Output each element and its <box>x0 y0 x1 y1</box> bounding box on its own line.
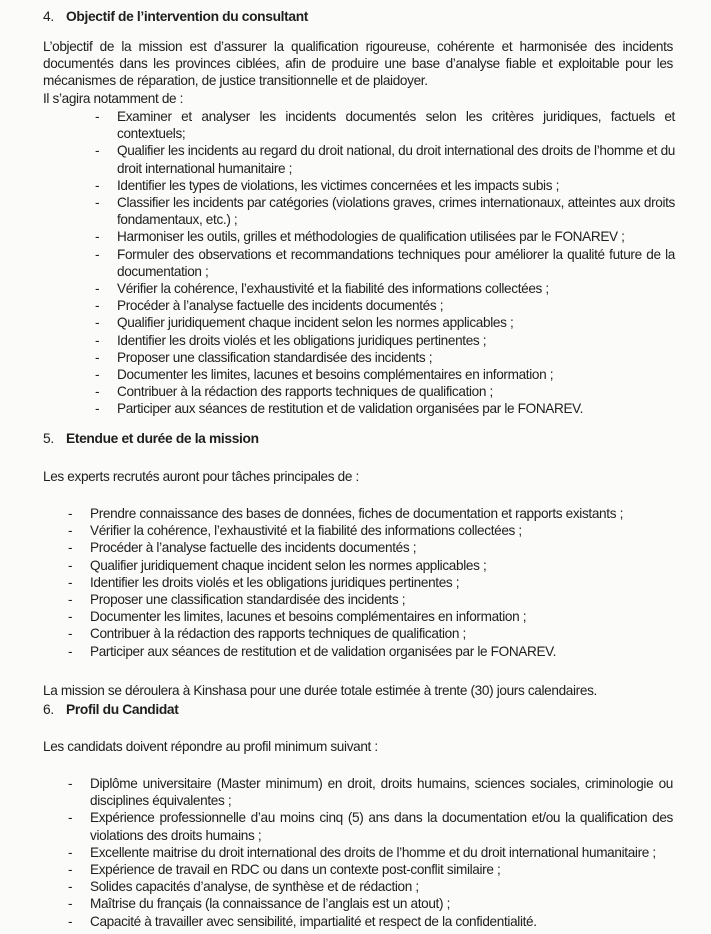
dash-bullet-icon: - <box>68 913 73 929</box>
dash-bullet-icon: - <box>95 281 100 297</box>
dash-bullet-icon: - <box>95 246 100 262</box>
list-item: - Expérience de travail en RDC ou dans un contexte post-conflit similaire ; <box>68 862 501 878</box>
list-item: - Vérifier la cohérence, l’exhaustivité et la fiabilité des informations collectées ; <box>95 281 549 297</box>
section-4-lead: Il s’agira notamment de : <box>43 91 184 106</box>
section-6-lead: Les candidats doivent répondre au profil minimum suivant : <box>43 739 378 754</box>
dash-bullet-icon: - <box>68 896 73 912</box>
dash-bullet-icon: - <box>95 384 100 400</box>
dash-bullet-icon: - <box>68 574 73 590</box>
dash-bullet-icon: - <box>68 609 73 625</box>
list-item: - Solides capacités d’analyse, de synthèse et de rédaction ; <box>68 879 419 895</box>
section-6-list <box>68 775 673 930</box>
section-4-heading <box>43 8 308 25</box>
dash-bullet-icon: - <box>68 540 73 556</box>
dash-bullet-icon: - <box>95 177 100 193</box>
section-number: 5. <box>43 431 54 446</box>
section-number: 4. <box>43 9 54 24</box>
list-item: - Prendre connaissance des bases de données, fiches de documentation et rapports existants ; <box>68 506 623 521</box>
dash-bullet-icon: - <box>95 229 100 245</box>
list-item: - Qualifier juridiquement chaque incident selon les normes applicables ; <box>68 557 487 573</box>
list-item: - Documenter les limites, lacunes et besoins complémentaires en information ; <box>68 609 527 625</box>
list-item: - Formuler des observations et recommandations techniques pour améliorer la qualité future de la documentation ; <box>95 246 675 279</box>
dash-bullet-icon: - <box>95 298 100 314</box>
dash-bullet-icon: - <box>95 349 100 365</box>
list-item: - Excellente maitrise du droit international des droits de l’homme et du droit international humanitaire ; <box>68 844 656 860</box>
list-item: - Identifier les types de violations, les victimes concernées et les impacts subis ; <box>95 177 560 193</box>
list-item: - Classifier les incidents par catégories (violations graves, crimes internationaux, atteintes aux droits fondamentaux, etc.) ; <box>95 195 675 228</box>
list-item: - Contribuer à la rédaction des rapports techniques de qualification ; <box>95 384 493 400</box>
dash-bullet-icon: - <box>95 143 100 159</box>
list-item: - Proposer une classification standardisée des incidents ; <box>68 592 406 608</box>
dash-bullet-icon: - <box>68 626 73 642</box>
section-4-intro: L’objectif de la mission est d’assurer la qualification rigoureuse, cohérente et harmonisée des incidents documentés dans les provinces ciblées, afin de produire une base d’analyse fiable et exploitable pour les mécanismes de réparation, de justice transitionnelle et de plaidoyer. <box>43 39 673 89</box>
dash-bullet-icon: - <box>68 844 73 860</box>
dash-bullet-icon: - <box>68 810 73 826</box>
list-item: - Procéder à l’analyse factuelle des incidents documentés ; <box>95 298 444 314</box>
list-item: - Diplôme universitaire (Master minimum) en droit, droits humains, sciences sociales, criminologie ou disciplines équivalentes ; <box>68 776 673 809</box>
list-item: - Maîtrise du français (la connaissance de l’anglais est un atout) ; <box>68 896 450 912</box>
list-item: - Procéder à l’analyse factuelle des incidents documentés ; <box>68 540 417 556</box>
section-title: Etendue et durée de la mission <box>66 431 259 446</box>
section-5-list <box>68 505 668 660</box>
list-item: - Harmoniser les outils, grilles et méthodologies de qualification utilisées par le FONAREV ; <box>95 229 625 245</box>
list-item: - Identifier les droits violés et les obligations juridiques pertinentes ; <box>68 574 460 590</box>
dash-bullet-icon: - <box>68 506 73 521</box>
list-item: - Vérifier la cohérence, l’exhaustivité et la fiabilité des informations collectées ; <box>68 523 522 539</box>
list-item: - Capacité à travailler avec sensibilité, impartialité et respect de la confidentialité. <box>68 913 537 929</box>
dash-bullet-icon: - <box>68 523 73 539</box>
dash-bullet-icon: - <box>95 401 100 417</box>
dash-bullet-icon: - <box>95 315 100 331</box>
list-item: - Qualifier les incidents au regard du droit national, du droit international des droits de l’homme et du droit international humanitaire ; <box>95 143 675 176</box>
dash-bullet-icon: - <box>95 332 100 348</box>
dash-bullet-icon: - <box>68 643 73 659</box>
section-4-list <box>95 108 675 418</box>
list-item: - Examiner et analyser les incidents documentés selon les critères juridiques, factuels et contextuels; <box>95 109 675 142</box>
list-item: - Expérience professionnelle d’au moins cinq (5) ans dans la documentation et/ou la qualification des violations des droits humains ; <box>68 810 673 843</box>
list-item: - Proposer une classification standardisée des incidents ; <box>95 349 433 365</box>
section-title: Profil du Candidat <box>66 702 179 717</box>
section-5-lead: Les experts recrutés auront pour tâches principales de : <box>43 469 359 484</box>
dash-bullet-icon: - <box>95 109 100 124</box>
list-item: - Documenter les limites, lacunes et besoins complémentaires en information ; <box>95 367 554 383</box>
section-number: 6. <box>43 702 54 717</box>
section-6-heading <box>43 701 179 718</box>
list-item: - Participer aux séances de restitution et de validation organisées par le FONAREV. <box>95 401 584 417</box>
list-item: - Identifier les droits violés et les obligations juridiques pertinentes ; <box>95 332 487 348</box>
dash-bullet-icon: - <box>95 367 100 383</box>
dash-bullet-icon: - <box>68 557 73 573</box>
dash-bullet-icon: - <box>68 776 73 791</box>
section-title: Objectif de l’intervention du consultant <box>66 9 309 24</box>
list-item: - Qualifier juridiquement chaque incident selon les normes applicables ; <box>95 315 514 331</box>
list-item: - Participer aux séances de restitution et de validation organisées par le FONAREV. <box>68 643 557 659</box>
list-item: - Contribuer à la rédaction des rapports techniques de qualification ; <box>68 626 466 642</box>
dash-bullet-icon: - <box>68 862 73 878</box>
dash-bullet-icon: - <box>68 879 73 895</box>
section-5-closing: La mission se déroulera à Kinshasa pour une durée totale estimée à trente (30) jours calendaires. <box>43 683 597 698</box>
dash-bullet-icon: - <box>95 195 100 211</box>
section-5-heading <box>43 430 259 447</box>
dash-bullet-icon: - <box>68 592 73 608</box>
